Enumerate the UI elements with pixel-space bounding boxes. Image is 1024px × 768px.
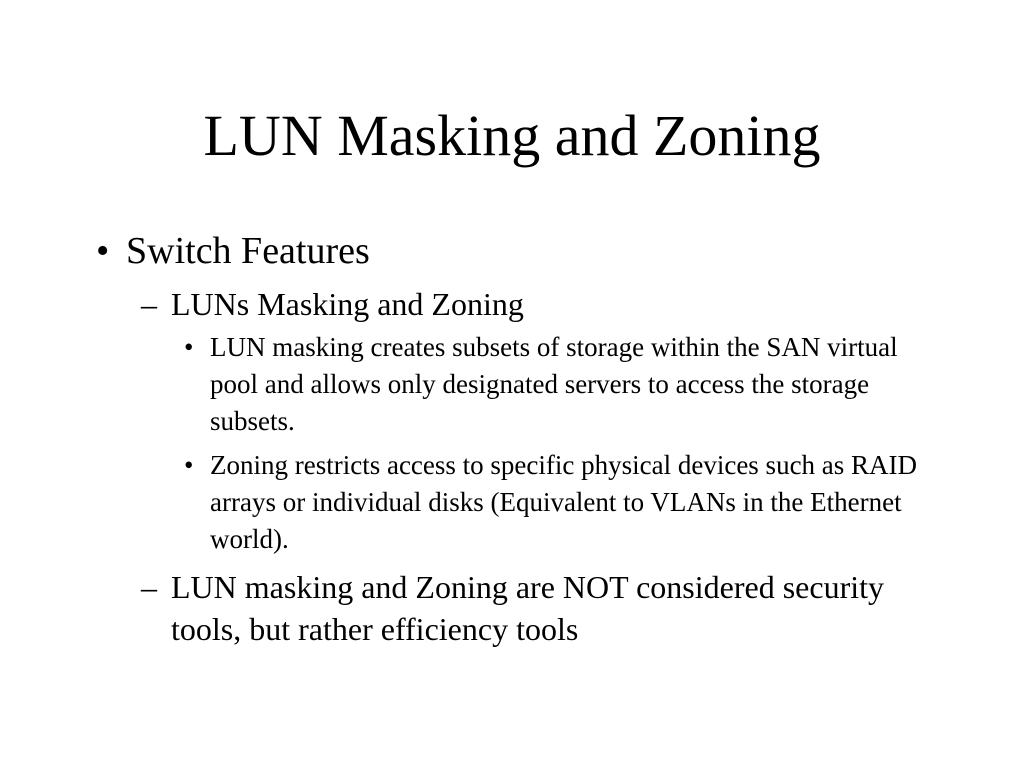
bullet-marker: • (96, 230, 110, 272)
subsubbullet-zoning (184, 447, 950, 558)
subbullet-not-security-tools (141, 566, 956, 650)
subbullet-luns-masking-zoning (141, 284, 956, 324)
subbullet-text: LUN masking and Zoning are NOT considered security tools, but rather efficiency tools (171, 569, 884, 647)
slide-body (96, 226, 956, 650)
slide-title: LUN Masking and Zoning (203, 103, 821, 168)
bullet-text: Switch Features (126, 230, 370, 272)
bullet-switch-features (96, 226, 956, 276)
subsubbullet-text: Zoning restricts access to specific physical devices such as RAID arrays or individual disks (Equivalent to VLANs in the Ethernet world). (210, 450, 918, 554)
bullet-marker: • (184, 332, 194, 362)
subsubbullet-lun-masking (184, 329, 950, 440)
bullet-marker: • (184, 450, 194, 480)
subbullet-text: LUNs Masking and Zoning (171, 286, 524, 322)
dash-marker: – (141, 286, 157, 322)
dash-marker: – (141, 569, 157, 605)
subsubbullet-text: LUN masking creates subsets of storage within the SAN virtual pool and allows only designated servers to access the storage subsets. (210, 332, 898, 436)
